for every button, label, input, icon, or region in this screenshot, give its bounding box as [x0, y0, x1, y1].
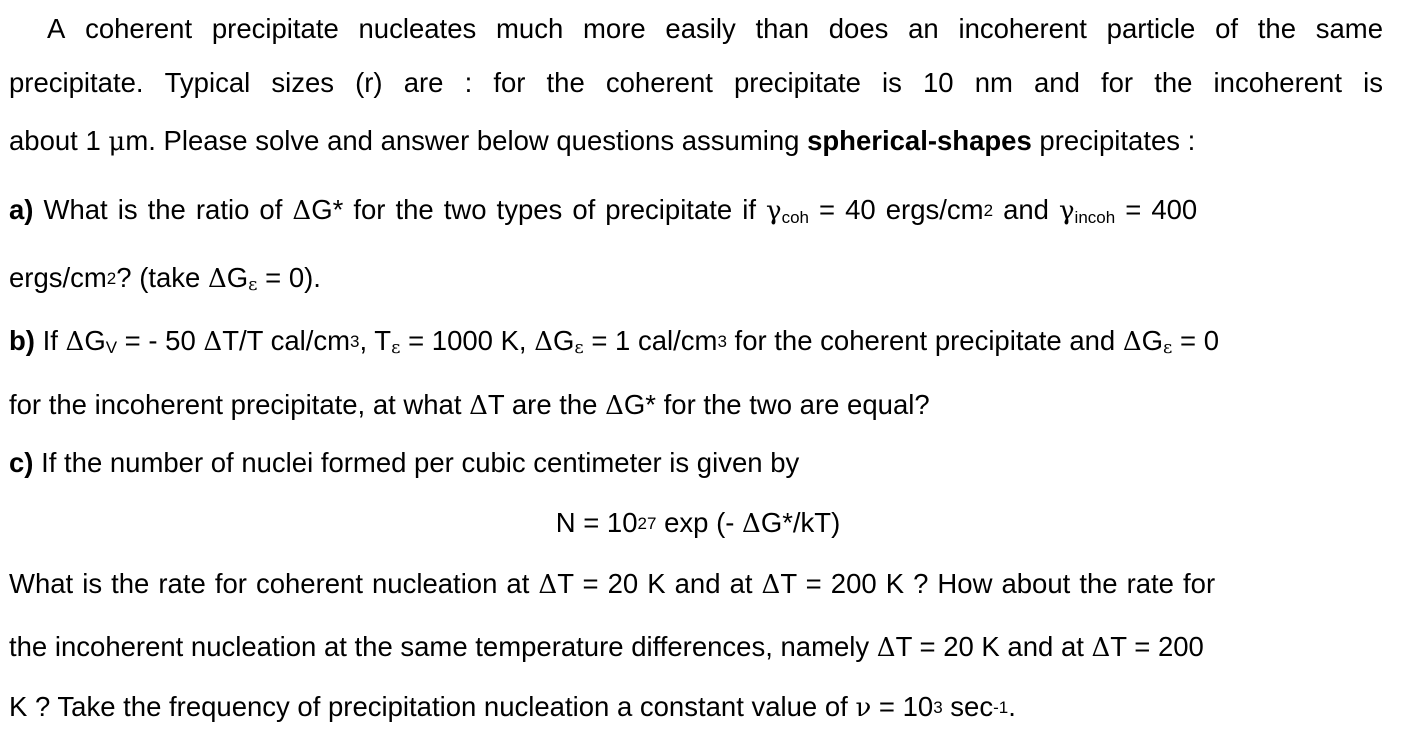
intro-word: coherent	[605, 67, 713, 98]
part-c-text: K ? Take the frequency of precipitation nucleation a constant value of	[9, 691, 856, 722]
part-a-text: G* for the two types of precipitate if	[311, 194, 767, 225]
part-a-text: What is the ratio of	[43, 194, 293, 225]
part-c-line-1	[9, 446, 1383, 480]
equation-text: N = 10	[555, 507, 638, 538]
intro-word: does	[828, 13, 889, 44]
part-a-label: a)	[9, 194, 34, 225]
part-b-line-1: b) If ΔGV = - 50 ΔT/T cal/$cm^3$, Tε = 1000 K, ΔGε = 1 cal/$cm^3$ for the coherent precipitate and ΔGε = 0	[9, 325, 1220, 359]
part-c-text: = 10	[871, 691, 934, 722]
part-a-text: = 40 ergs/cm	[808, 194, 984, 225]
part-c-line-4	[9, 630, 1383, 664]
intro-word: nucleates	[358, 13, 477, 44]
part-c-text: T = 200	[1110, 631, 1204, 662]
part-c-text: .	[1008, 691, 1016, 722]
intro-word: nm	[974, 67, 1013, 98]
part-c-line-3	[9, 567, 1383, 601]
equation-text: exp (-	[656, 507, 743, 538]
intro-word: Typical	[164, 67, 251, 98]
part-b-text: for the incoherent precipitate, at what	[9, 389, 470, 420]
equation-text: G*/kT)	[760, 507, 841, 538]
delta-symbol: Δ	[742, 509, 761, 539]
delta-symbol: Δ	[605, 391, 624, 421]
exponent: 27	[637, 513, 657, 533]
epsilon-subscript: ε	[391, 337, 401, 359]
part-b-text: If	[34, 325, 66, 356]
delta-symbol: Δ	[65, 327, 85, 357]
part-a-text: ? (take	[116, 262, 208, 293]
part-a-text: and	[993, 194, 1059, 225]
intro-word: incoherent	[958, 13, 1087, 44]
intro-word: A	[47, 13, 66, 44]
delta-symbol: Δ	[761, 570, 781, 600]
delta-symbol: Δ	[534, 327, 553, 357]
intro-word: precipitate	[734, 67, 861, 98]
intro-word: for	[1101, 67, 1134, 98]
intro-word: an	[908, 13, 939, 44]
intro-word: the	[546, 67, 585, 98]
v-subscript: V	[105, 338, 118, 358]
intro-text-start: about 1	[9, 125, 109, 156]
intro-word: more	[583, 13, 646, 44]
part-a-line-1	[9, 193, 1383, 227]
intro-word: particle	[1106, 13, 1196, 44]
part-c-text: What is the rate for coherent nucleation at	[9, 568, 539, 599]
intro-word: much	[496, 13, 564, 44]
intro-word: and	[1034, 67, 1080, 98]
part-c-text: sec	[942, 691, 994, 722]
nucleation-equation	[0, 506, 1396, 540]
part-b-text: T are the	[487, 389, 606, 420]
gamma-symbol: γ	[766, 196, 782, 226]
superscript: 3	[717, 331, 727, 351]
delta-symbol: Δ	[876, 633, 896, 663]
intro-line-2	[9, 66, 1383, 100]
part-c-label: c)	[9, 447, 34, 478]
intro-word: precipitate	[211, 13, 339, 44]
part-b-text: = 0	[1172, 325, 1220, 356]
part-b-text: = 1 cal/cm	[583, 325, 718, 356]
part-a-text: ergs/cm	[9, 262, 107, 293]
part-b-line-2	[9, 388, 1383, 422]
part-a-text: = 400	[1115, 194, 1198, 225]
intro-word: of	[1215, 13, 1239, 44]
delta-symbol: Δ	[538, 570, 558, 600]
gamma-coh-subscript: coh	[781, 207, 809, 227]
intro-word: for	[493, 67, 526, 98]
delta-symbol: Δ	[292, 196, 312, 226]
part-c-text: If the number of nuclei formed per cubic centimeter is given by	[33, 447, 800, 478]
superscript: 2	[106, 268, 117, 288]
intro-text-mid: m. Please solve and answer below questions assuming	[125, 125, 808, 156]
gamma-symbol: γ	[1059, 196, 1075, 226]
nu-symbol: ν	[855, 693, 872, 723]
part-b-label: b)	[9, 325, 35, 356]
delta-symbol: Δ	[1091, 633, 1111, 663]
delta-symbol: Δ	[203, 327, 223, 357]
part-a-text: = 0).	[257, 262, 321, 293]
part-c-text: T = 20 K and at	[557, 568, 762, 599]
delta-symbol: Δ	[1122, 327, 1142, 357]
intro-word: the	[1257, 13, 1296, 44]
delta-symbol: Δ	[469, 391, 488, 421]
intro-word: are	[403, 67, 444, 98]
epsilon-subscript: ε	[1163, 337, 1173, 359]
exponent: -1	[993, 697, 1009, 717]
intro-line-3	[9, 124, 1383, 158]
part-c-text: T = 200 K ? How about the rate for	[780, 568, 1216, 599]
exponent: 3	[933, 697, 943, 717]
part-b-text: , T	[359, 325, 392, 356]
intro-word: is	[1363, 67, 1383, 98]
superscript: 2	[983, 200, 994, 220]
intro-word: 10	[922, 67, 954, 98]
intro-word: (r)	[355, 67, 383, 98]
part-c-line-5	[9, 690, 1383, 724]
part-b-text: = 1000 K,	[400, 325, 535, 356]
intro-word: sizes	[271, 67, 334, 98]
part-b-text: = - 50	[117, 325, 204, 356]
intro-word: than	[755, 13, 809, 44]
part-b-text: T/T cal/cm	[222, 325, 351, 356]
intro-text-end: precipitates :	[1031, 125, 1196, 156]
intro-word: same	[1315, 13, 1383, 44]
superscript: 3	[350, 331, 360, 351]
intro-word: coherent	[85, 13, 193, 44]
intro-word: easily	[665, 13, 736, 44]
part-b-text: for the coherent precipitate and	[726, 325, 1123, 356]
intro-word: incoherent	[1213, 67, 1342, 98]
intro-word: the	[1154, 67, 1193, 98]
intro-word: precipitate.	[9, 67, 144, 98]
part-b-text: G* for the two are equal?	[623, 389, 930, 420]
intro-line-1	[47, 12, 1383, 46]
part-a-line-2: ergs/$cm^2$? (take ΔGε = 0).	[9, 262, 321, 296]
gamma-incoh-subscript: incoh	[1074, 207, 1116, 227]
part-c-text: T = 20 K and at	[895, 631, 1092, 662]
intro-word: :	[464, 67, 473, 98]
spherical-shapes-emphasis: spherical-shapes	[807, 125, 1032, 156]
intro-word: is	[882, 67, 902, 98]
epsilon-subscript: ε	[574, 337, 584, 359]
epsilon-subscript: ε	[248, 274, 258, 296]
delta-symbol: Δ	[207, 264, 227, 294]
mu-symbol: μ	[108, 127, 126, 157]
part-c-text: the incoherent nucleation at the same temperature differences, namely	[9, 631, 877, 662]
